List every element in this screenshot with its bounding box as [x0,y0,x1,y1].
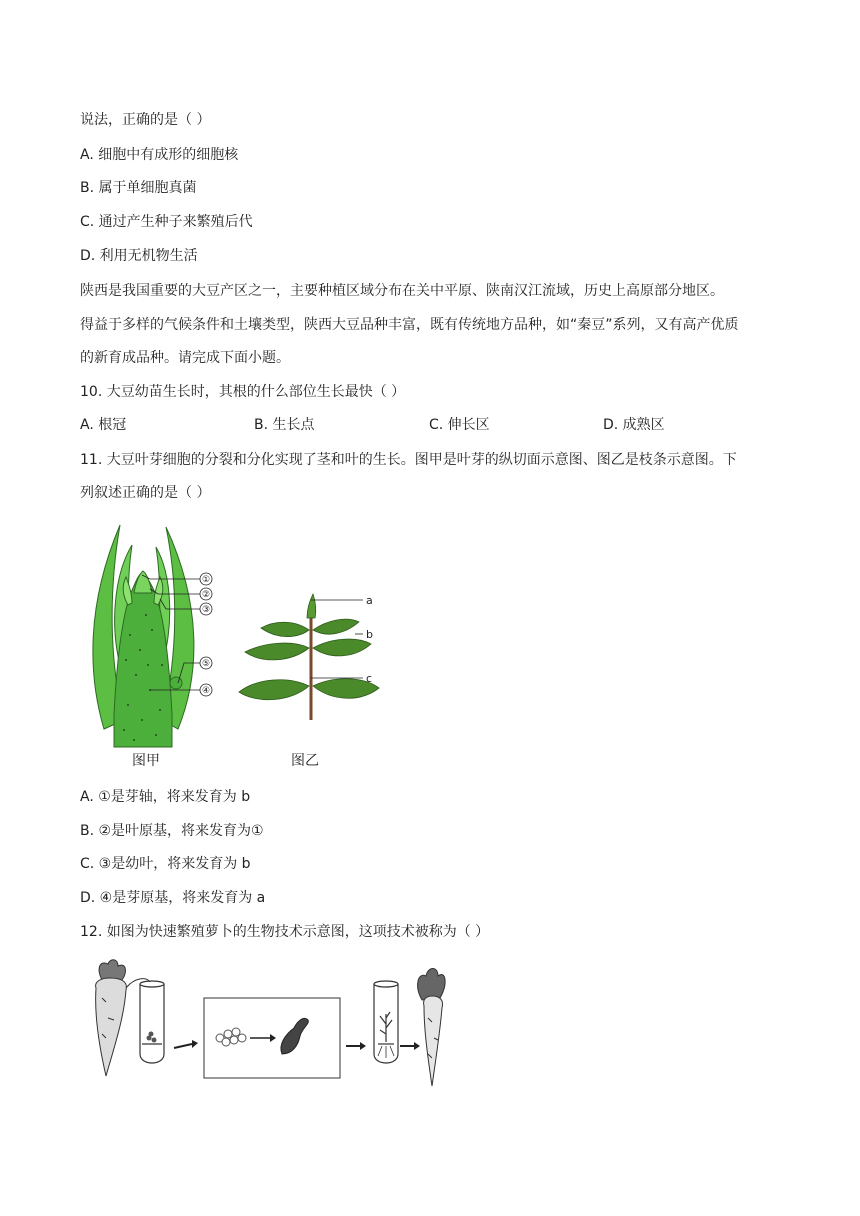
passage-line-1: 陕西是我国重要的大豆产区之一，主要种植区域分布在关中平原、陕南汉江流域，历史上高原部分地区。 [80,283,724,299]
q10-option-c: C. 伸长区 [429,417,490,433]
figure-a-leaf-bud-diagram [80,515,240,775]
q11-option-c: C. ③是幼叶，将来发育为 b [80,856,251,872]
tissue-culture-diagram [88,958,448,1093]
q9-option-d: D. 利用无机物生活 [80,248,198,264]
q10-options [80,415,780,435]
q10-option-a: A. 根冠 [80,417,127,433]
q11-stem-line-2: 列叙述正确的是（ ） [80,485,211,501]
fig-b-label-b: b [366,628,373,641]
figure-b-caption: 图乙 [291,753,319,769]
q10-option-b: B. 生长点 [254,417,315,433]
figure-a-caption: 图甲 [132,753,160,769]
radish-source [96,960,127,1076]
bud-primordium [170,677,182,689]
q9-stem-tail: 说法，正确的是（ ） [80,112,211,128]
test-tube-explant [140,981,164,1063]
fig-b-label-a: a [366,594,373,607]
fig-a-label-5: ⑤ [201,659,211,669]
passage-line-3: 的新育成品种。请完成下面小题。 [80,350,290,366]
q11-option-d: D. ④是芽原基，将来发育为 a [80,890,266,906]
leaf-mid-right [313,639,371,656]
passage-line-2: 得益于多样的气候条件和土壤类型，陕西大豆品种丰富，既有传统地方品种，如“秦豆”系列，又有高产优质 [80,317,739,333]
q9-option-a: A. 细胞中有成形的细胞核 [80,147,239,163]
q11-stem-line-1: 11. 大豆叶芽细胞的分裂和分化实现了茎和叶的生长。图甲是叶芽的纵切面示意图、图乙是枝条示意图。下 [80,452,737,468]
q10-stem: 10. 大豆幼苗生长时，其根的什么部位生长最快（ ） [80,384,406,400]
q10-option-d: D. 成熟区 [603,417,665,433]
q11-option-b: B. ②是叶原基，将来发育为① [80,823,264,839]
growing-tip [134,571,152,593]
fig-b-label-c: c [366,672,373,685]
fig-a-label-1: ① [201,575,211,585]
q11-option-a: A. ①是芽轴，将来发育为 b [80,789,251,805]
fig-a-label-3: ③ [201,605,211,615]
figure-b-branch-diagram [235,590,395,775]
fig-a-label-2: ② [201,590,211,600]
terminal-bud [307,594,316,618]
q12-stem: 12. 如图为快速繁殖萝卜的生物技术示意图，这项技术被称为（ ） [80,924,490,940]
leaf-lower-left [239,680,309,700]
radish-regenerated [418,969,445,1087]
leaf-upper-left [261,622,309,636]
fig-a-label-4: ④ [201,686,211,696]
q9-option-c: C. 通过产生种子来繁殖后代 [80,214,253,230]
leaf-upper-right [313,619,359,634]
q9-option-b: B. 属于单细胞真菌 [80,180,197,196]
leaf-mid-left [245,643,309,660]
